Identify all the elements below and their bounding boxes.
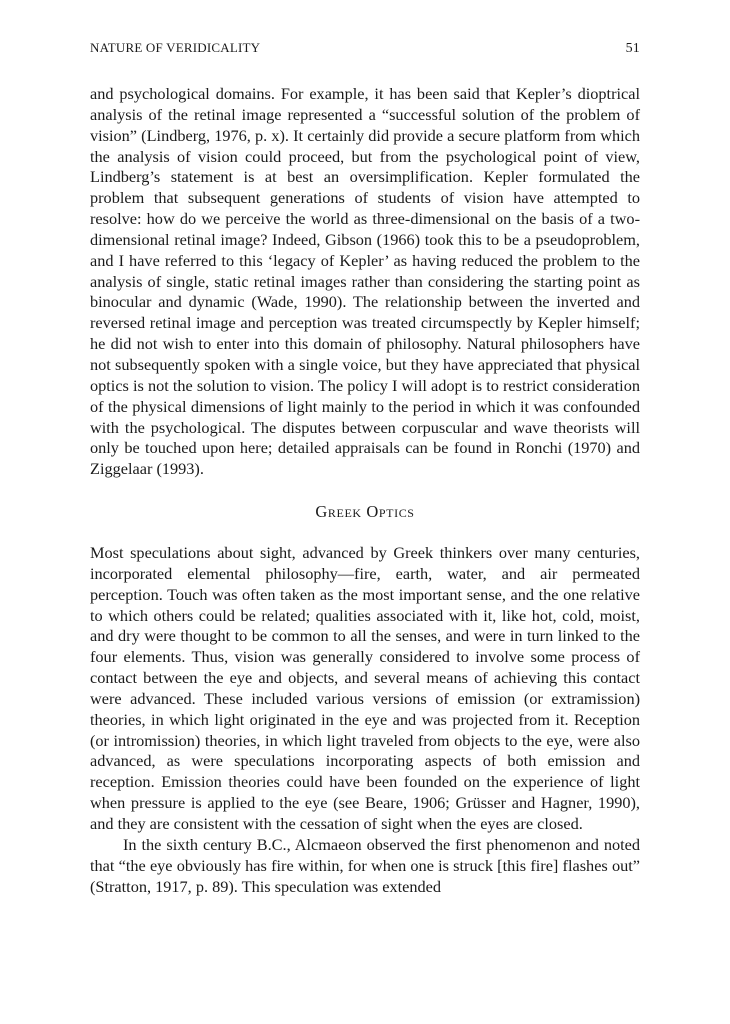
section-paragraph-2: In the sixth century B.C., Alcmaeon observed the first phenomenon and noted that “the eye obviously has fire within, for when one is struck [this fire] flashes out” (Stratton, 1917, p. 89). This speculation was extended xyxy=(90,834,640,896)
page-number: 51 xyxy=(625,41,640,56)
body-text xyxy=(90,84,640,897)
running-header xyxy=(90,40,640,62)
section-paragraph-1: Most speculations about sight, advanced by Greek thinkers over many centuries, incorporated elemental philosophy—fire, earth, water, and air permeated perception. Touch was often taken as the most important sense, and the one relative to which others could be related; qualities associated with it, like hot, cold, moist, and dry were thought to be common to all the senses, and were in turn linked to the four elements. Thus, vision was generally considered to involve some process of contact between the eye and objects, and several means of achieving this contact were advanced. These included various versions of emission (or extramission) theories, in which light originated in the eye and was projected from it. Reception (or intromission) theories, in which light traveled from objects to the eye, were also advanced, as were speculations incorporating aspects of both emission and reception. Emission theories could have been founded on the experience of light when pressure is applied to the eye (see Beare, 1906; Grüsser and Hagner, 1990), and they are consistent with the cessation of sight when the eyes are closed. xyxy=(90,543,640,833)
running-title: NATURE OF VERIDICALITY xyxy=(90,40,261,55)
book-page xyxy=(90,40,640,1000)
section-heading: Greek Optics xyxy=(315,502,415,522)
paragraph-continuation: and psychological domains. For example, it has been said that Kepler’s dioptrical analysis of the retinal image represented a “successful solution of the problem of vision” (Lindberg, 1976, p. x). It certainly did provide a secure platform from which the analysis of vision could proceed, but from the psychological point of view, Lindberg’s statement is at best an oversimplification. Kepler formulated the problem that subsequent generations of students of vision have attempted to resolve: how do we perceive the world as three-dimensional on the basis of a two-dimensional retinal image? Indeed, Gibson (1966) took this to be a pseudoproblem, and I have referred to this ‘legacy of Kepler’ as having reduced the problem to the analysis of single, static retinal images rather than considering the starting point as binocular and dynamic (Wade, 1990). The relationship between the inverted and reversed retinal image and perception was treated circumspectly by Kepler himself; he did not wish to enter into this domain of philosophy. Natural philosophers have not subsequently spoken with a single voice, but they have appreciated that physical optics is not the solution to vision. The policy I will adopt is to restrict consideration of the physical dimensions of light mainly to the period in which it was confounded with the psychological. The disputes between corpuscular and wave theorists will only be touched upon here; detailed appraisals can be found in Ronchi (1970) and Ziggelaar (1993). xyxy=(90,84,640,479)
